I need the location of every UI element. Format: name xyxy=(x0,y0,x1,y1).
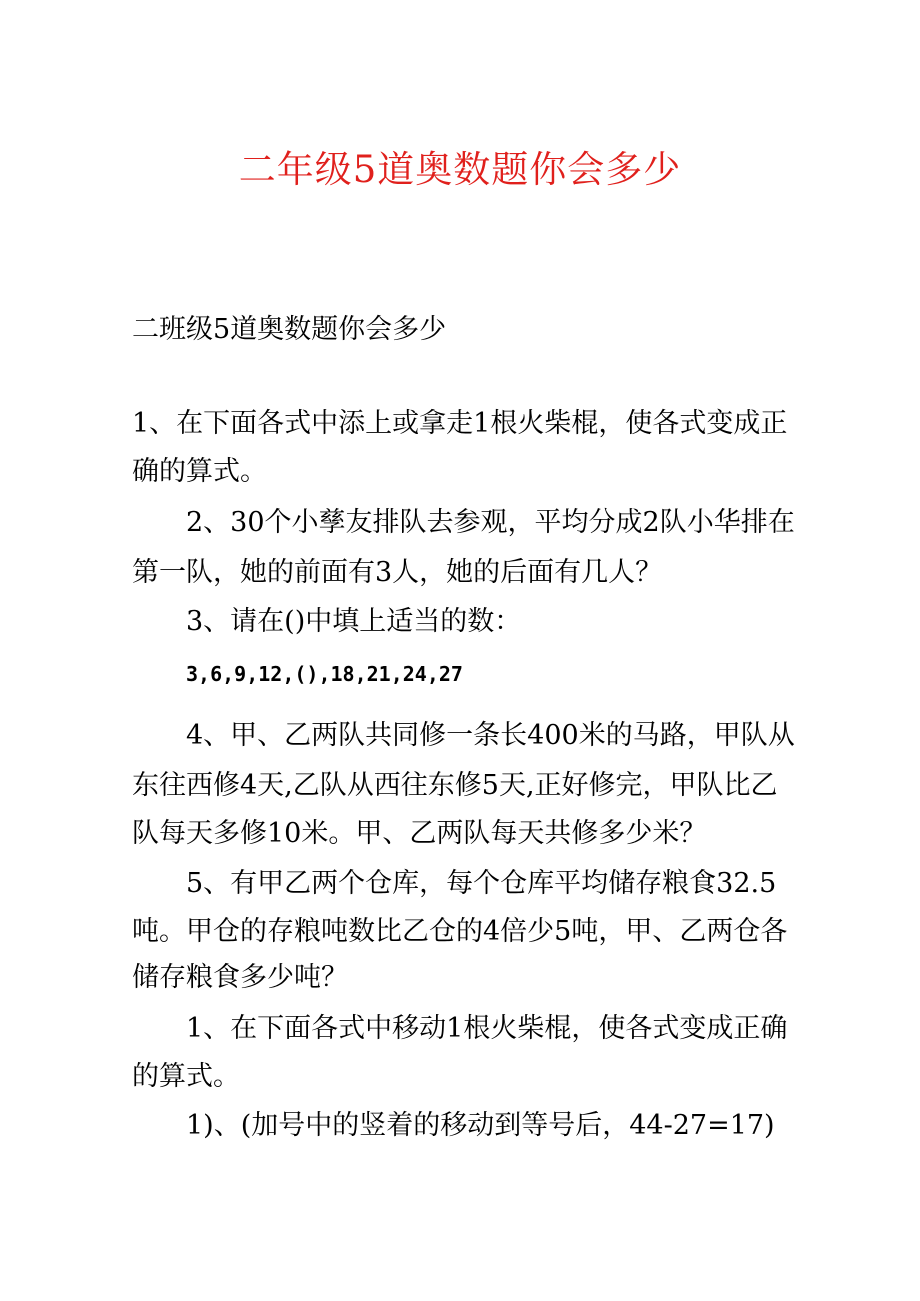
question-4-line-1: 4、甲、乙两队共同修一条长400米的马路，甲队从 xyxy=(186,720,795,751)
answer-1-line-1: 1、在下面各式中移动1根火柴棍，使各式变成正确 xyxy=(186,1013,788,1044)
question-5-line-2: 吨。甲仓的存粮吨数比乙仓的4倍少5吨，甲、乙两仓各 xyxy=(132,916,788,947)
subtitle: 二班级5道奥数题你会多少 xyxy=(132,314,447,345)
question-1-line-2: 确的算式。 xyxy=(132,456,267,487)
answer-1-detail: 1)、(加号中的竖着的移动到等号后，44-27=17) xyxy=(186,1110,775,1141)
question-2-line-2: 第一队，她的前面有3人，她的后面有几人？ xyxy=(132,557,663,588)
question-2-line-1: 2、30个小孳友排队去参观，平均分成2队小华排在 xyxy=(186,507,795,538)
document-title: 二年级5道奥数题你会多少 xyxy=(238,148,682,191)
question-4-line-3: 队每天多修10米。甲、乙两队每天共修多少米？ xyxy=(132,818,707,849)
number-sequence: 3,6,9,12,(),18,21,24,27 xyxy=(186,662,463,686)
question-5-line-3: 储存粮食多少吨？ xyxy=(132,962,348,993)
question-1-line-1: 1、在下面各式中添上或拿走1根火柴棍，使各式变成正 xyxy=(132,408,788,439)
question-3-line-1: 3、请在()中填上适当的数： xyxy=(186,606,522,637)
question-5-line-1: 5、有甲乙两个仓库，每个仓库平均储存粮食32.5 xyxy=(186,868,777,899)
question-4-line-2: 东往西修4天,乙队从西往东修5天,正好修完，甲队比乙 xyxy=(132,770,778,801)
answer-1-line-2: 的算式。 xyxy=(132,1061,240,1092)
